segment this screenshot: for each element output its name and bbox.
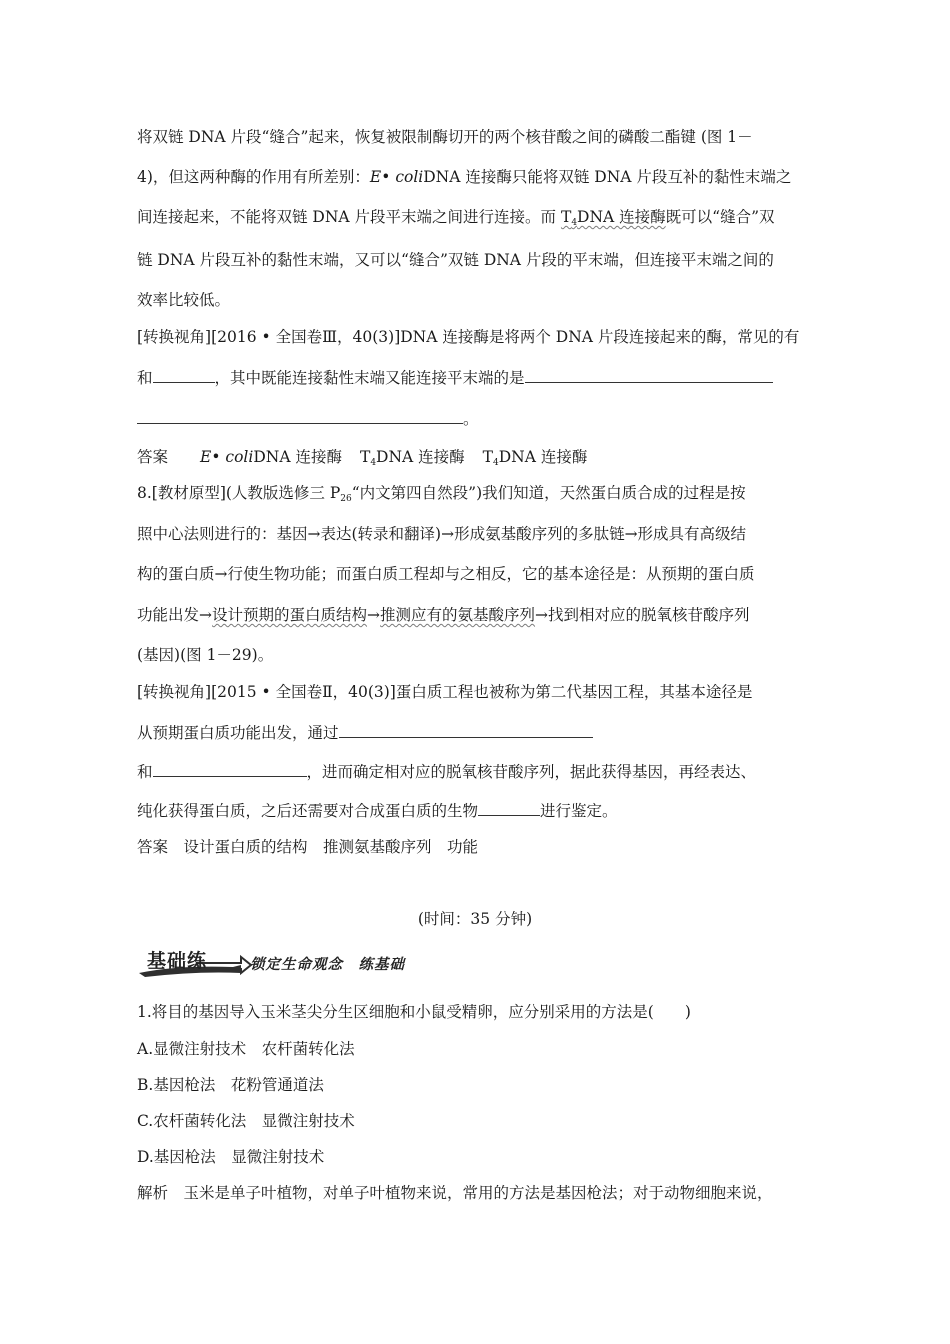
time-label: (时间：35 分钟) [417, 910, 533, 928]
text-line [137, 366, 773, 389]
text: 1.将目的基因导入玉米茎尖分生区细胞和小鼠受精卵，应分别采用的方法是( ) [137, 1003, 691, 1021]
analysis-line [137, 1182, 773, 1204]
text: 既可以“缝合”双 [665, 208, 775, 226]
text-line [137, 126, 753, 148]
text-line [137, 166, 791, 188]
text-line [137, 604, 750, 626]
text: 链 DNA 片段互补的黏性末端，又可以“缝合”双链 DNA 片段的平末端，但连接平末端之间的 [137, 251, 774, 269]
answer-blank [525, 366, 773, 383]
text: 构的蛋白质→行使生物功能；而蛋白质工程却与之相反，它的基本途径是：从预期的蛋白质 [137, 565, 755, 583]
subscript: 4 [493, 458, 499, 468]
wavy-underline-text: 推测应有的氨基酸序列 [380, 606, 536, 624]
text: 照中心法则进行的：基因→表达(转录和翻译)→形成氨基酸序列的多肽链→形成具有高级结 [137, 525, 747, 543]
option-b [137, 1074, 324, 1096]
text: ，进而确定相对应的脱氧核苷酸序列，据此获得基因，再经表达、 [306, 763, 757, 781]
text: T [560, 208, 572, 226]
text-line [137, 326, 799, 348]
text: → [367, 606, 381, 624]
text: T [482, 448, 494, 466]
answer-blank [153, 366, 215, 383]
text-line [137, 721, 593, 744]
answer-line [137, 446, 587, 474]
banner-title: 基础练 [147, 950, 208, 972]
text-line [137, 249, 774, 271]
text: [转换视角][2016 • 全国卷Ⅲ，40(3)]DNA 连接酶是将两个 DNA 片段连接起来的酶，常见的有 [137, 328, 800, 346]
answer-blank [137, 407, 463, 424]
subscript: 26 [340, 494, 352, 504]
answer-line [137, 836, 478, 858]
text: 从预期蛋白质功能出发，通过 [137, 724, 339, 742]
text: 功能出发→ [137, 606, 212, 624]
text: 间连接起来，不能将双链 DNA 片段平末端之间进行连接。而 [137, 208, 561, 226]
text: 8.[教材原型](人教版选修三 P [137, 484, 341, 502]
text: 4)，但这两种酶的作用有所差别： [137, 168, 370, 186]
text-line [137, 482, 746, 510]
wavy-underline-text [561, 208, 666, 226]
option-c [137, 1110, 355, 1132]
text: 纯化获得蛋白质，之后还需要对合成蛋白质的生物 [137, 802, 479, 820]
text: “内文第四自然段”)我们知道，天然蛋白质合成的过程是按 [351, 484, 746, 502]
text-line [137, 760, 756, 783]
text: (基因)(图 1－29)。 [137, 646, 274, 664]
question-stem [137, 1001, 691, 1023]
text: →找到相对应的脱氧核苷酸序列 [535, 606, 750, 624]
text-line [137, 206, 775, 234]
answer-label: 答案 [137, 448, 169, 466]
italic-text: • coli [381, 168, 424, 186]
text-line [137, 644, 273, 666]
text-line [137, 407, 479, 430]
answer-text: 答案 设计蛋白质的结构 推测氨基酸序列 功能 [137, 838, 479, 856]
text: DNA 连接酶只能将双链 DNA 片段互补的黏性末端之 [423, 168, 792, 186]
answer-blank [478, 799, 540, 816]
option-a [137, 1038, 355, 1060]
section-banner [137, 943, 437, 979]
text-line [137, 523, 746, 545]
text: C.农杆菌转化法 显微注射技术 [137, 1112, 355, 1130]
subscript: 4 [571, 218, 578, 228]
answer-blank [339, 721, 593, 738]
text-line [137, 799, 618, 822]
italic-text: • coli [211, 448, 254, 466]
text: 和 [137, 369, 153, 387]
text: ，其中既能连接黏性末端又能连接平末端的是 [214, 369, 525, 387]
text: D.基因枪法 显微注射技术 [137, 1148, 325, 1166]
text: DNA 连接酶 [498, 448, 588, 466]
wavy-underline-text: 设计预期的蛋白质结构 [212, 606, 368, 624]
text: DNA 连接酶 [577, 208, 666, 226]
text-line [137, 563, 755, 585]
text: A.显微注射技术 农杆菌转化法 [137, 1040, 355, 1058]
text: 。 [463, 410, 479, 428]
text: DNA 连接酶 [376, 448, 465, 466]
option-d [137, 1146, 324, 1168]
text: 效率比较低。 [137, 291, 231, 309]
answer-blank [153, 760, 307, 777]
text: DNA 连接酶 [253, 448, 342, 466]
italic-text: E [200, 448, 212, 466]
text: 将双链 DNA 片段“缝合”起来，恢复被限制酶切开的两个核苷酸之间的磷酸二酯键 (图 1－ [137, 128, 753, 146]
text-line [137, 289, 230, 311]
text: 和 [137, 763, 153, 781]
text: B.基因枪法 花粉管通道法 [137, 1076, 324, 1094]
banner-subtitle: 锁定生命观念 练基础 [250, 956, 405, 973]
text: [转换视角][2015 • 全国卷Ⅱ，40(3)]蛋白质工程也被称为第二代基因工程，其基本途径是 [137, 683, 753, 701]
text-line [137, 681, 752, 703]
italic-text: E [369, 168, 382, 186]
text: T [359, 448, 371, 466]
subscript: 4 [370, 458, 377, 468]
text: 解析 玉米是单子叶植物，对单子叶植物来说，常用的方法是基因枪法；对于动物细胞来说， [137, 1184, 773, 1202]
text: 进行鉴定。 [540, 802, 618, 820]
